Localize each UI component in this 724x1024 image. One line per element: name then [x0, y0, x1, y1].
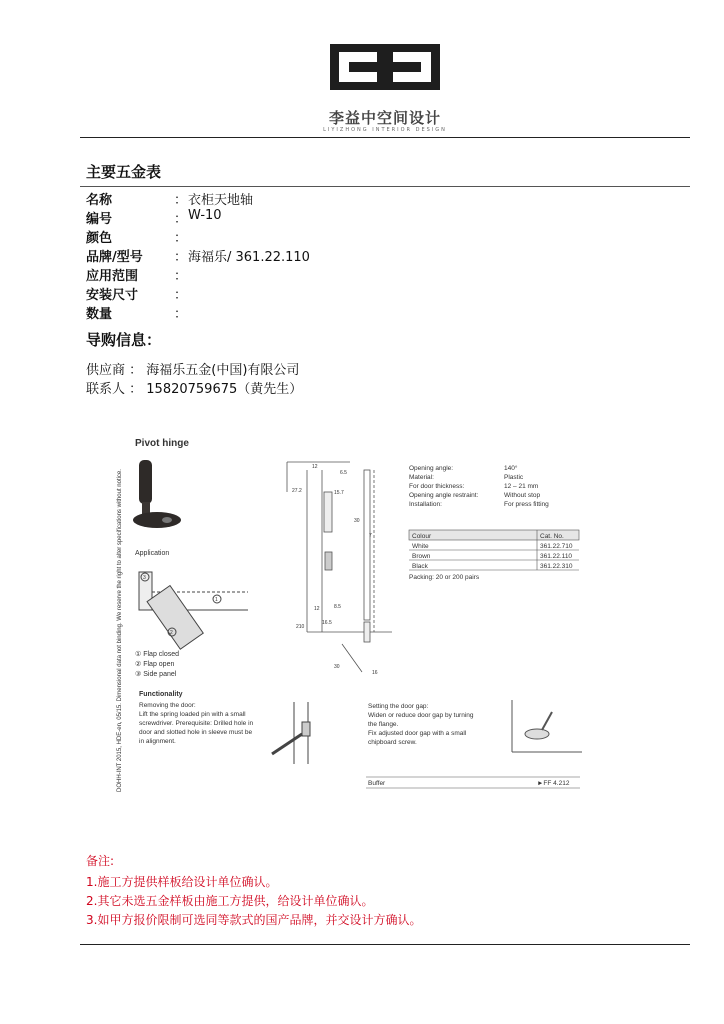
dim-label: 30	[334, 664, 340, 670]
spec-colon: ：	[174, 231, 188, 246]
spec-row-scope	[86, 265, 606, 284]
spec-key: Material:	[409, 474, 434, 481]
spec-colon: ：	[174, 269, 188, 284]
application-label: Application	[135, 550, 170, 557]
functionality-text: Removing the door:	[139, 702, 196, 709]
svg-text:3: 3	[143, 575, 146, 581]
gap-text: Widen or reduce door gap by turning	[368, 712, 474, 719]
contact-label: 供应商 ：	[86, 363, 143, 378]
note-item: 3.如甲方报价限制可选同等款式的国产品牌，并交设计方确认。	[86, 913, 422, 927]
table-cell: Black	[412, 563, 428, 570]
functionality-text: screwdriver. Prerequisite: Drilled hole in	[139, 720, 254, 727]
spec-colon: ：	[174, 250, 188, 265]
brand-subtitle: LIYIZHONG INTERIOR DESIGN	[323, 127, 447, 133]
contact-person-line	[86, 378, 302, 397]
table-header: Cat. No.	[540, 533, 564, 540]
spec-value: 衣柜天地轴	[188, 193, 254, 208]
spec-val: Plastic	[504, 474, 524, 481]
company-logo	[330, 44, 440, 90]
spec-row-color	[86, 227, 606, 246]
note-item: 1.施工方提供样板给设计单位确认。	[86, 875, 278, 889]
spec-colon: ：	[174, 212, 188, 227]
spec-val: Without stop	[504, 492, 541, 499]
footer-divider	[80, 944, 690, 945]
table-header: Colour	[412, 533, 432, 540]
spec-val: For press fitting	[504, 501, 549, 508]
spec-label: 编号	[86, 212, 113, 227]
dim-label: 16	[372, 670, 378, 676]
figure-heading: Pivot hinge	[135, 438, 189, 449]
note-item: 2.其它未选五金样板由施工方提供，给设计单位确认。	[86, 894, 374, 908]
pivot-hinge-photo	[133, 460, 181, 528]
table-cell: 361.22.710	[540, 543, 573, 550]
spec-label: 数量	[86, 307, 113, 322]
supplier-line	[86, 359, 299, 378]
functionality-title: Functionality	[139, 691, 183, 698]
dim-label: 6.5	[340, 470, 347, 476]
header-divider	[80, 137, 690, 138]
spec-value: W-10	[188, 208, 222, 223]
legend-item: ③ Side panel	[135, 671, 177, 678]
table-cell: 361.22.110	[540, 553, 573, 560]
gap-text: the flange.	[368, 721, 399, 728]
table-cell: Brown	[412, 553, 431, 560]
spec-row-brand-model	[86, 246, 606, 265]
gap-text: Setting the door gap:	[368, 703, 429, 710]
legend-item: ② Flap open	[135, 661, 175, 668]
door-gap-diagram	[512, 700, 582, 752]
table-cell: 361.22.310	[540, 563, 573, 570]
table-cell: White	[412, 543, 429, 550]
spec-colon: ：	[174, 193, 188, 208]
packing-note: Packing: 20 or 200 pairs	[409, 574, 480, 581]
spec-label: 颜色	[86, 231, 113, 246]
functionality-text: door and slotted hole in sleeve must be	[139, 729, 253, 736]
brand-name: 李益中空间设计	[328, 109, 441, 127]
spec-colon: ：	[174, 288, 188, 303]
functionality-text: Lift the spring loaded pin with a small	[139, 711, 246, 718]
dim-label: 12	[312, 464, 318, 470]
notes-title: 备注:	[86, 854, 115, 868]
dim-label: 210	[296, 624, 305, 630]
spec-row-code	[86, 208, 606, 227]
spec-row-quantity	[86, 303, 606, 322]
contact-value: 海福乐五金(中国)有限公司	[146, 363, 300, 378]
dim-label: 30	[354, 518, 360, 524]
gap-text: Fix adjusted door gap with a small	[368, 730, 467, 737]
spec-val: 140°	[504, 465, 518, 472]
spec-label: 品牌/型号	[86, 250, 143, 265]
spec-colon: ：	[174, 307, 188, 322]
spec-key: Installation:	[409, 501, 442, 508]
contact-value: 15820759675（黄先生）	[146, 382, 303, 397]
spec-label: 应用范围	[86, 269, 139, 284]
svg-text:2: 2	[170, 630, 173, 636]
dim-label: 12	[314, 606, 320, 612]
spec-val: 12 – 21 mm	[504, 483, 539, 490]
spec-row-install-size	[86, 284, 606, 303]
buffer-reference: ►FF 4.212	[537, 780, 570, 787]
spec-value: 海福乐/ 361.22.110	[188, 250, 310, 265]
functionality-text: in alignment.	[139, 738, 176, 745]
spec-row-name	[86, 189, 606, 208]
svg-text:1: 1	[215, 597, 218, 603]
product-catalog-figure	[112, 432, 588, 792]
title-divider	[80, 186, 690, 187]
purchase-guide-title: 导购信息：	[86, 331, 162, 349]
contact-label: 联系人 ：	[86, 382, 143, 397]
legend-item: ① Flap closed	[135, 651, 180, 658]
removal-diagram	[272, 702, 310, 764]
spec-label: 名称	[86, 193, 113, 208]
application-diagram	[139, 572, 248, 649]
spec-key: Opening angle:	[409, 465, 454, 472]
spec-label: 安装尺寸	[86, 288, 139, 303]
gap-text: chipboard screw.	[368, 739, 417, 746]
page-title: 主要五金表	[86, 163, 162, 181]
spec-list	[409, 464, 549, 508]
dim-label: 8.5	[334, 604, 341, 610]
dim-label: 27.2	[292, 488, 302, 494]
dim-label: 7	[369, 533, 372, 539]
dim-label: 16.5	[322, 620, 332, 626]
figure-side-note: DOHH-INT 2015, HDE-en, 05/15. Dimensional data not binding. We reserve the right to alter specifications without notice.	[117, 469, 123, 792]
dim-label: 15.7	[334, 490, 344, 496]
spec-key: Opening angle restraint:	[409, 492, 479, 499]
buffer-label: Buffer	[368, 780, 386, 787]
spec-key: For door thickness:	[409, 483, 465, 490]
